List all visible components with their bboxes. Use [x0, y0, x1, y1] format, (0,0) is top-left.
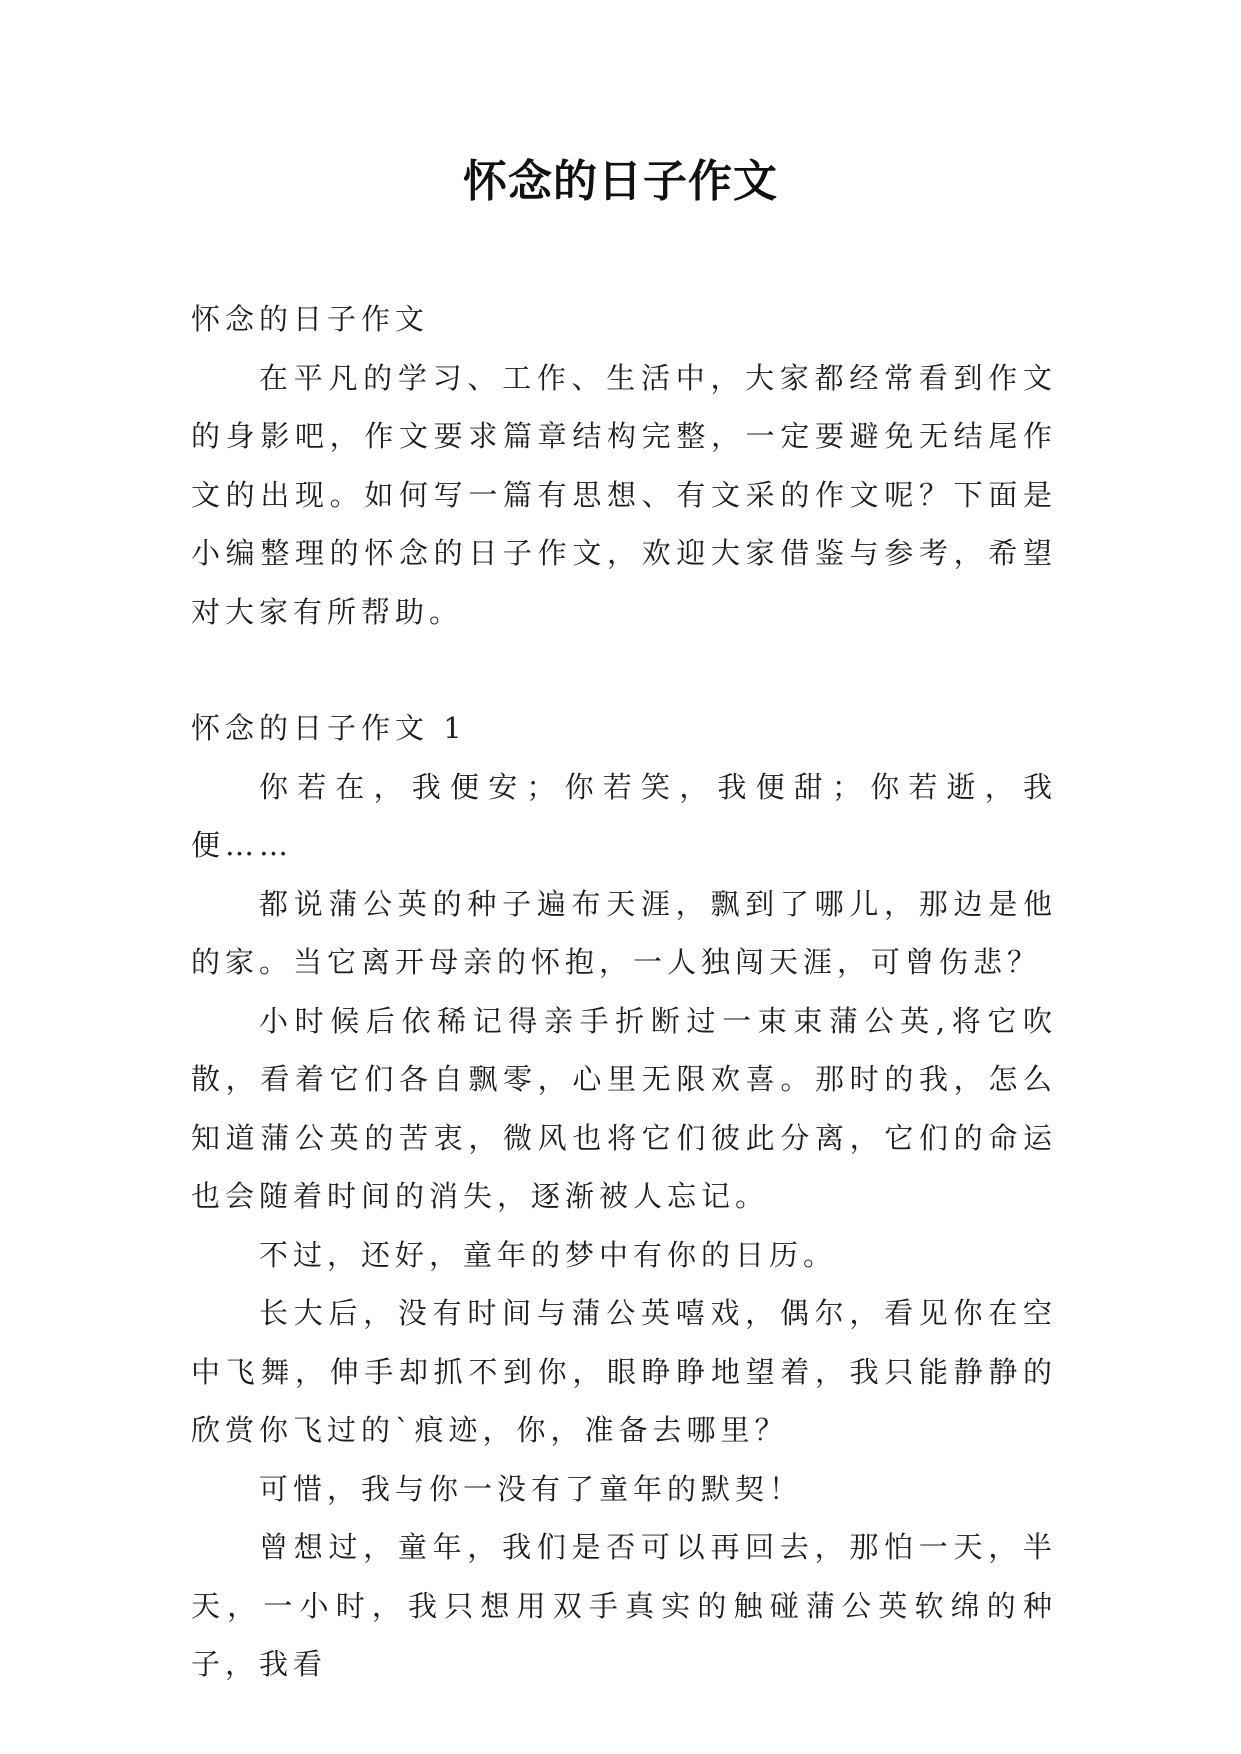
- section-spacer: [191, 641, 1057, 699]
- document-title: 怀念的日子作文: [463, 156, 778, 207]
- section-heading: 怀念的日子作文 1: [191, 711, 467, 745]
- intro-paragraph: 在平凡的学习、工作、生活中，大家都经常看到作文的身影吧，作文要求篇章结构完整，一定要避免无结尾作文的出现。如何写一篇有思想、有文采的作文呢？下面是小编整理的怀念的日子作文，欢迎大家借鉴与参考，希望对大家有所帮助。: [191, 360, 1057, 629]
- paragraph: 都说蒲公英的种子遍布天涯，飘到了哪儿，那边是他的家。当它离开母亲的怀抱，一人独闯天涯，可曾伤悲？: [191, 886, 1057, 979]
- intro-heading: 怀念的日子作文: [191, 302, 430, 336]
- paragraph: 可惜，我与你一没有了童年的默契！: [259, 1471, 804, 1506]
- paragraph: 你若在，我便安；你若笑，我便甜；你若逝，我便……: [191, 769, 1057, 862]
- paragraph: 曾想过，童年，我们是否可以再回去，那怕一天，半天，一小时，我只想用双手真实的触碰蒲公英软绵的种子，我看: [191, 1530, 1057, 1681]
- document-body: [191, 290, 1057, 1694]
- paragraph: 小时候后依稀记得亲手折断过一束束蒲公英,将它吹散，看着它们各自飘零，心里无限欢喜。那时的我，怎么知道蒲公英的苦衷，微风也将它们彼此分离，它们的命运也会随着时间的消失，逐渐被人忘记。: [191, 1003, 1057, 1213]
- paragraph: 长大后，没有时间与蒲公英嘻戏，偶尔，看见你在空中飞舞，伸手却抓不到你，眼睁睁地望着，我只能静静的欣赏你飞过的`痕迹，你，准备去哪里？: [191, 1296, 1057, 1447]
- paragraph: 不过，还好，童年的梦中有你的日历。: [259, 1237, 838, 1272]
